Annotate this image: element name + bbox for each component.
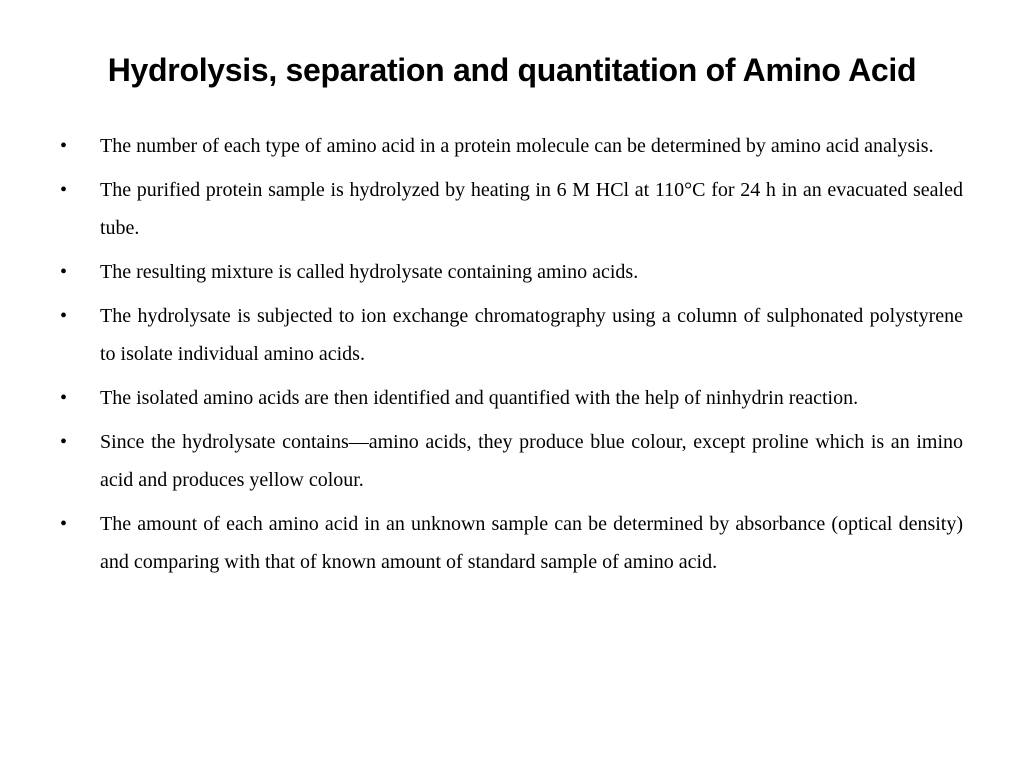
- bullet-item: [58, 379, 963, 417]
- bullet-list: [58, 127, 963, 587]
- bullet-icon: •: [60, 387, 68, 409]
- bullet-item: [58, 423, 963, 499]
- bullet-icon: •: [60, 135, 68, 157]
- bullet-item: [58, 505, 963, 581]
- bullet-icon: •: [60, 513, 68, 535]
- bullet-item: [58, 253, 963, 291]
- bullet-text: The resulting mixture is called hydrolysate containing amino acids.: [100, 261, 639, 283]
- bullet-item: [58, 297, 963, 373]
- bullet-icon: •: [60, 305, 68, 327]
- bullet-text: Since the hydrolysate contains—amino acids, they produce blue colour, except proline which is an imino acid and produces yellow colour.: [100, 431, 963, 491]
- bullet-text: The hydrolysate is subjected to ion exchange chromatography using a column of sulphonated polystyrene to isolate individual amino acids.: [100, 305, 963, 365]
- bullet-text: The purified protein sample is hydrolyzed by heating in 6 M HCl at 110°C for 24 h in an evacuated sealed tube.: [100, 179, 963, 239]
- bullet-item: [58, 127, 963, 165]
- bullet-text: The number of each type of amino acid in a protein molecule can be determined by amino acid analysis.: [100, 135, 934, 157]
- bullet-text: The isolated amino acids are then identified and quantified with the help of ninhydrin reaction.: [100, 387, 859, 409]
- bullet-text: The amount of each amino acid in an unknown sample can be determined by absorbance (optical density) and comparing with that of known amount of standard sample of amino acid.: [100, 513, 963, 573]
- bullet-item: [58, 171, 963, 247]
- bullet-icon: •: [60, 179, 68, 201]
- bullet-icon: •: [60, 261, 68, 283]
- bullet-icon: •: [60, 431, 68, 453]
- slide-title: Hydrolysis, separation and quantitation of Amino Acid: [107, 52, 917, 88]
